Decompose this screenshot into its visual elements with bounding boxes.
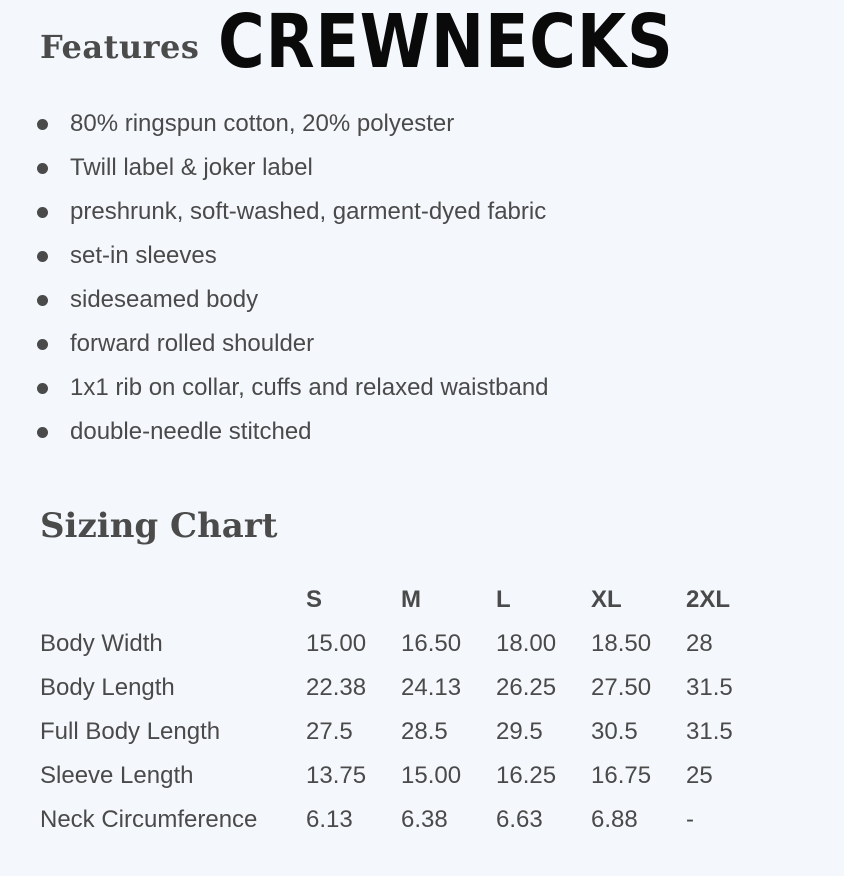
sizing-chart-title: Sizing Chart — [40, 506, 278, 546]
table-cell: 27.50 — [591, 674, 652, 701]
features-title: Features — [40, 28, 200, 66]
row-label: Sleeve Length — [40, 762, 194, 789]
table-cell: 6.63 — [496, 806, 543, 833]
table-cell: 13.75 — [306, 762, 367, 789]
size-header-2xl: 2XL — [686, 586, 731, 613]
feature-text: preshrunk, soft-washed, garment-dyed fabric — [70, 198, 547, 225]
table-cell: 31.5 — [686, 674, 733, 701]
table-cell: - — [686, 806, 694, 833]
table-cell: 31.5 — [686, 718, 733, 745]
size-header-xl: XL — [591, 586, 622, 613]
table-cell: 28.5 — [401, 718, 448, 745]
table-cell: 6.88 — [591, 806, 638, 833]
table-row — [40, 710, 781, 754]
bullet-icon — [37, 339, 48, 350]
table-row — [40, 622, 781, 666]
row-label: Neck Circumference — [40, 806, 258, 833]
table-cell: 30.5 — [591, 718, 638, 745]
table-cell: 15.00 — [306, 630, 367, 657]
features-list — [0, 102, 549, 454]
table-cell: 26.25 — [496, 674, 557, 701]
table-cell: 16.75 — [591, 762, 652, 789]
bullet-icon — [37, 251, 48, 262]
table-cell: 28 — [686, 630, 713, 657]
feature-item — [0, 410, 549, 454]
table-row — [40, 754, 781, 798]
table-cell: 24.13 — [401, 674, 462, 701]
table-cell: 6.38 — [401, 806, 448, 833]
feature-item — [0, 322, 549, 366]
bullet-icon — [37, 119, 48, 130]
table-cell: 29.5 — [496, 718, 543, 745]
size-header-row — [40, 578, 781, 622]
feature-item — [0, 146, 549, 190]
feature-text: 80% ringspun cotton, 20% polyester — [70, 110, 455, 137]
table-cell: 16.25 — [496, 762, 557, 789]
bullet-icon — [37, 207, 48, 218]
size-header-m: M — [401, 586, 421, 613]
size-header-l: L — [496, 586, 511, 613]
feature-text: set-in sleeves — [70, 242, 217, 269]
table-row — [40, 666, 781, 710]
crewnecks-banner: CREWNECKS — [218, 0, 674, 85]
feature-text: forward rolled shoulder — [70, 330, 315, 357]
bullet-icon — [37, 427, 48, 438]
feature-text: sideseamed body — [70, 286, 259, 313]
row-label: Full Body Length — [40, 718, 221, 745]
feature-item — [0, 234, 549, 278]
feature-text: Twill label & joker label — [70, 154, 313, 181]
row-label: Body Length — [40, 674, 175, 701]
size-header-s: S — [306, 586, 323, 613]
bullet-icon — [37, 295, 48, 306]
table-cell: 6.13 — [306, 806, 353, 833]
bullet-icon — [37, 163, 48, 174]
header-label-cell — [40, 578, 306, 622]
bullet-icon — [37, 383, 48, 394]
table-cell: 15.00 — [401, 762, 462, 789]
table-cell: 22.38 — [306, 674, 367, 701]
table-cell: 16.50 — [401, 630, 462, 657]
feature-item — [0, 190, 549, 234]
table-cell: 18.50 — [591, 630, 652, 657]
sizing-table — [40, 578, 781, 842]
feature-text: 1x1 rib on collar, cuffs and relaxed waistband — [70, 374, 549, 401]
feature-item — [0, 278, 549, 322]
table-row — [40, 798, 781, 842]
feature-text: double-needle stitched — [70, 418, 312, 445]
table-cell: 25 — [686, 762, 713, 789]
table-cell: 27.5 — [306, 718, 353, 745]
table-cell: 18.00 — [496, 630, 557, 657]
row-label: Body Width — [40, 630, 163, 657]
feature-item — [0, 366, 549, 410]
feature-item — [0, 102, 549, 146]
